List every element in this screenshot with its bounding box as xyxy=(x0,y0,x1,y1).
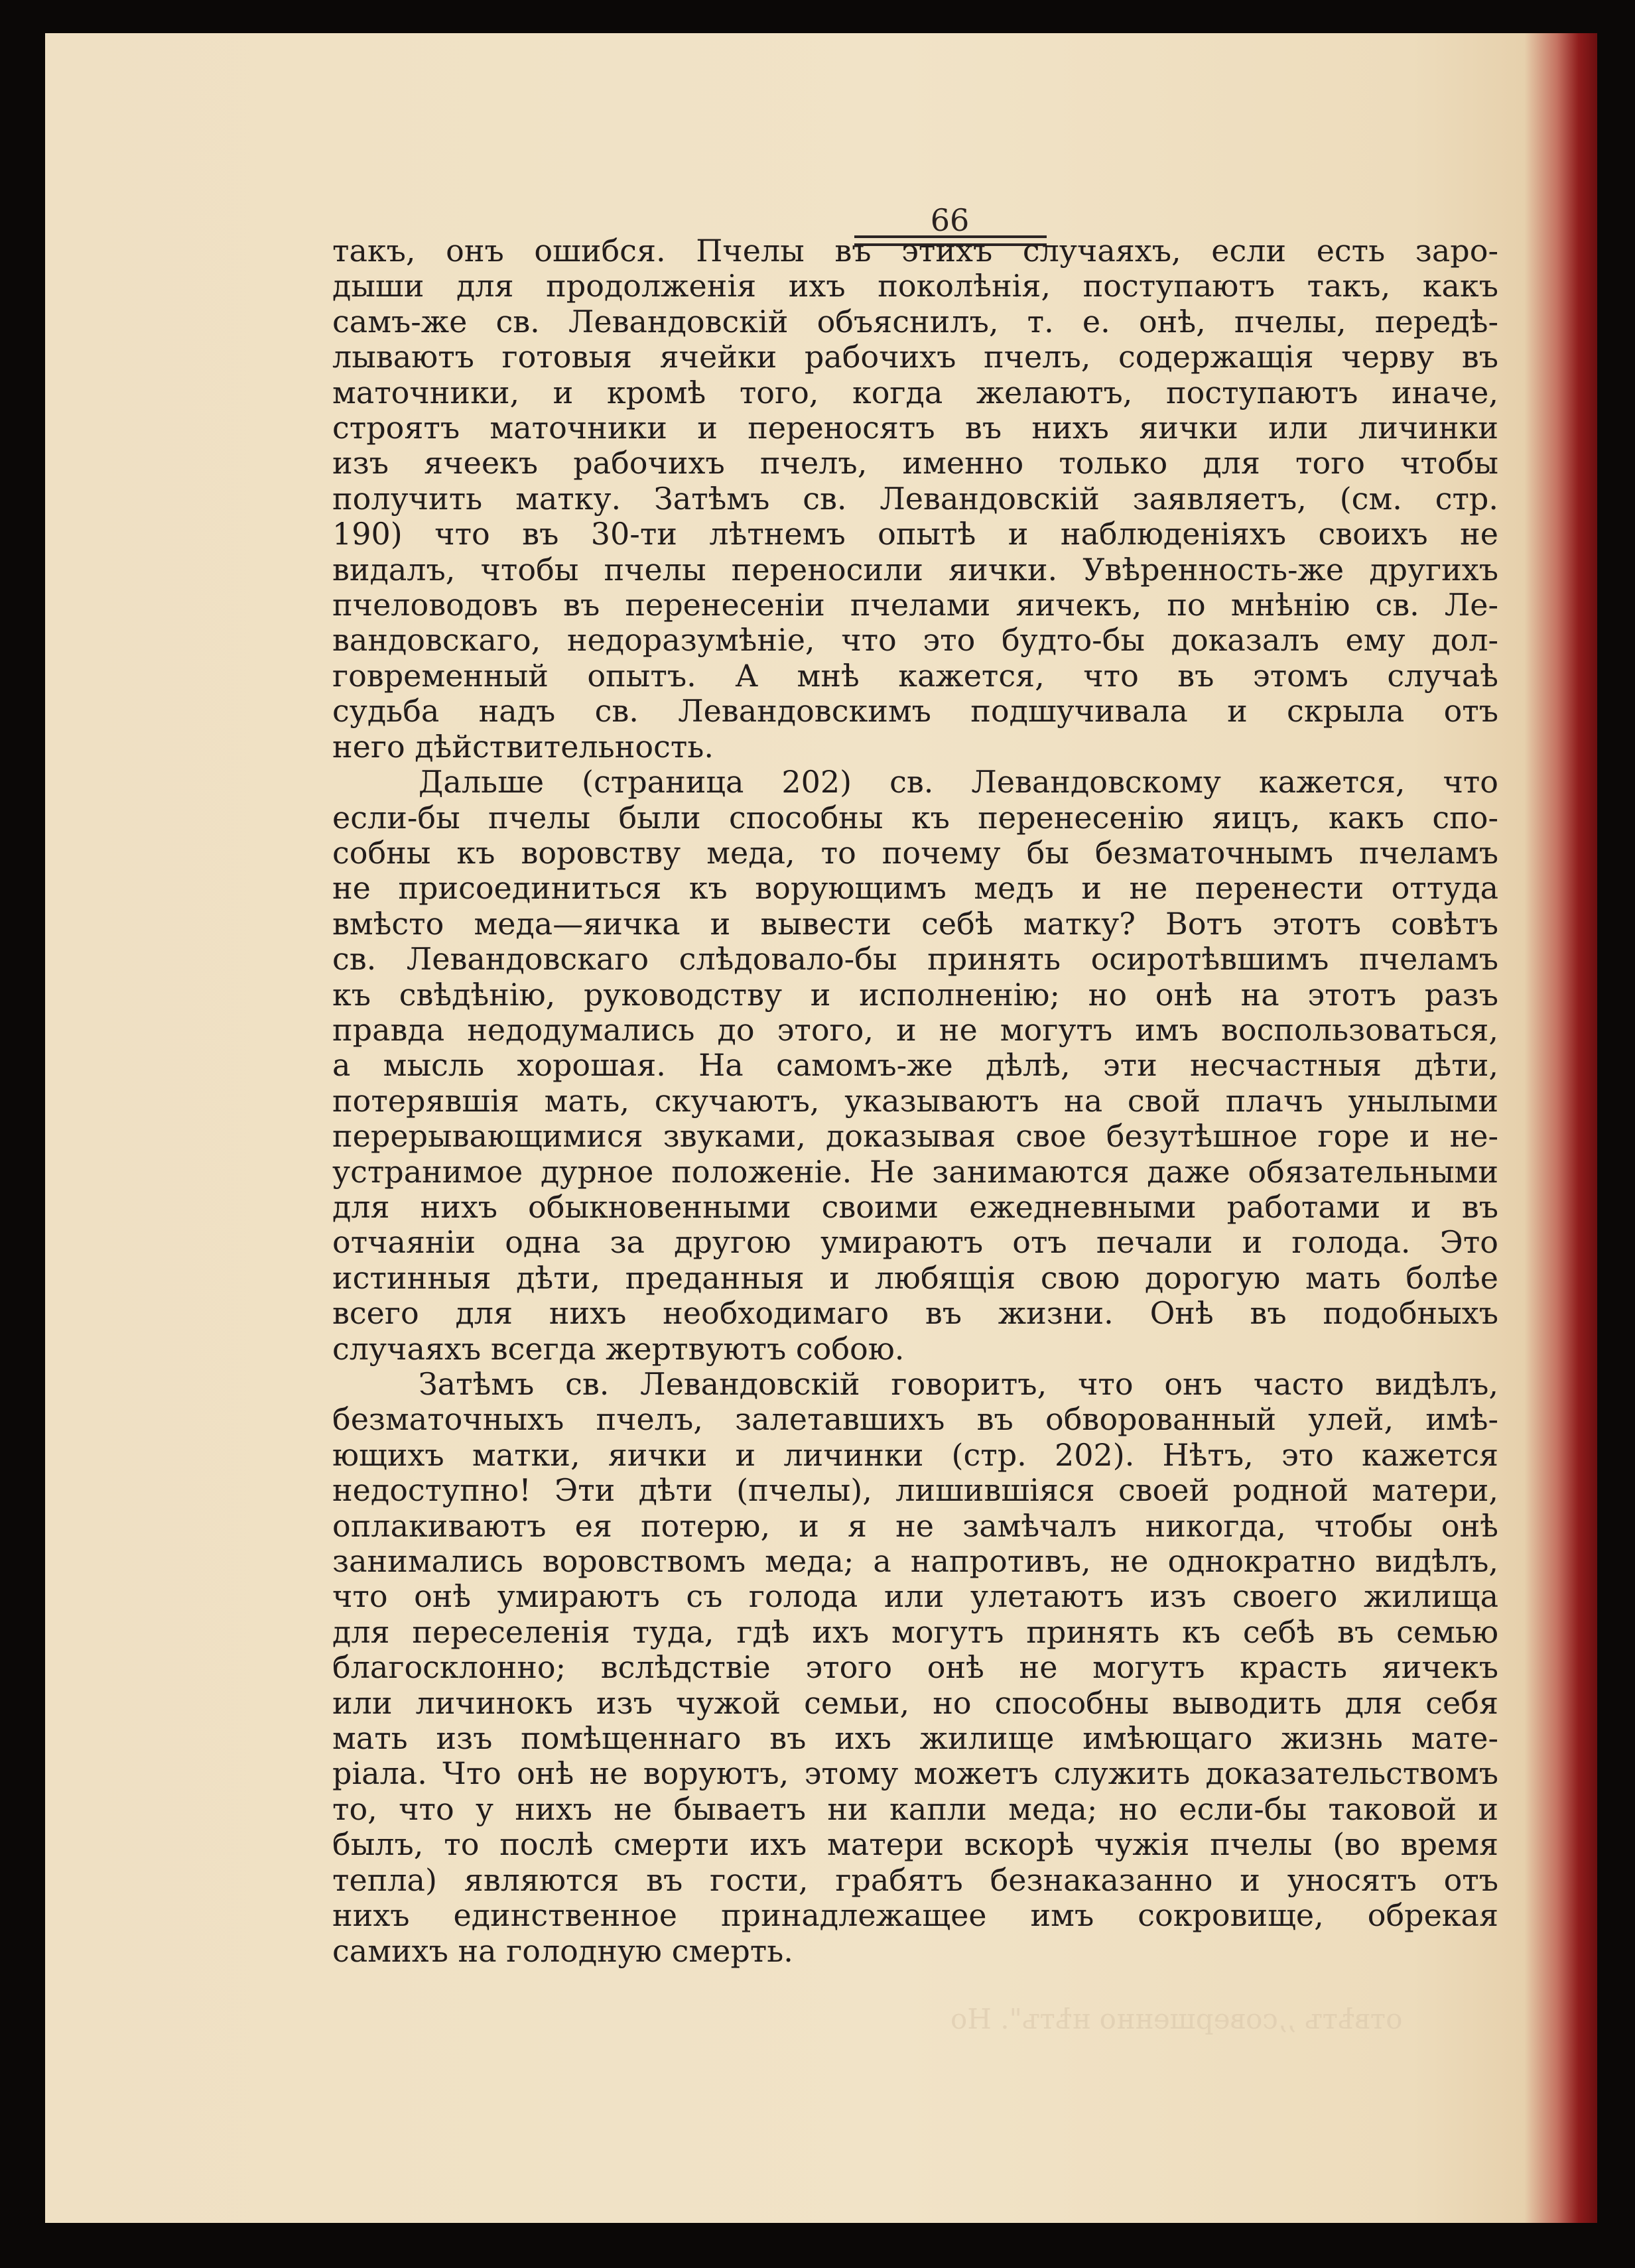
text-line: такъ, онъ ошибся. Пчелы въ этихъ случаяхъ, если есть заро- xyxy=(332,233,1498,269)
text-line: получить матку. Затѣмъ св. Левандовскій заявляетъ, (см. стр. xyxy=(332,481,1498,517)
text-line: устранимое дурное положеніе. Не занимаются даже обязательными xyxy=(332,1154,1498,1190)
text-line: отчаяніи одна за другою умираютъ отъ печали и голода. Это xyxy=(332,1225,1498,1261)
text-line: а мысль хорошая. На самомъ-же дѣлѣ, эти несчастныя дѣти, xyxy=(332,1048,1498,1084)
text-line: пчеловодовъ въ перенесеніи пчелами яичекъ, по мнѣнію св. Ле- xyxy=(332,588,1498,623)
text-line: самъ-же св. Левандовскій объяснилъ, т. е. онѣ, пчелы, передѣ- xyxy=(332,304,1498,340)
text-line: если-бы пчелы были способны къ перенесенію яицъ, какъ спо- xyxy=(332,800,1498,836)
text-line: говременный опытъ. А мнѣ кажется, что въ этомъ случаѣ xyxy=(332,658,1498,694)
text-line: что онѣ умираютъ съ голода или улетаютъ изъ своего жилища xyxy=(332,1579,1498,1615)
text-line: благосклонно; вслѣдствіе этого онѣ не могутъ красть яичекъ xyxy=(332,1650,1498,1686)
text-line: случаяхъ всегда жертвуютъ собою. xyxy=(332,1331,905,1367)
text-line: потерявшія мать, скучаютъ, указываютъ на свой плачъ унылыми xyxy=(332,1083,1498,1119)
body-text xyxy=(332,233,1498,1969)
text-line: изъ ячеекъ рабочихъ пчелъ, именно только для того чтобы xyxy=(332,446,1498,481)
text-line: перерывающимися звуками, доказывая свое безутѣшное горе и не- xyxy=(332,1119,1498,1155)
text-line: для переселенія туда, гдѣ ихъ могутъ принять къ себѣ въ семью xyxy=(332,1614,1498,1650)
text-line: самихъ на голодную смерть. xyxy=(332,1933,793,1969)
text-line: или личинокъ изъ чужой семьи, но способны выводить для себя xyxy=(332,1685,1498,1721)
text-line: занимались воровствомъ меда; а напротивъ, не однократно видѣлъ, xyxy=(332,1544,1498,1580)
text-line: вандовскаго, недоразумѣніе, что это будто-бы доказалъ ему дол- xyxy=(332,623,1498,659)
text-line: ющихъ матки, яички и личинки (стр. 202). Нѣтъ, это кажется xyxy=(332,1437,1498,1473)
text-line: видалъ, чтобы пчелы переносили яички. Увѣренность-же другихъ xyxy=(332,552,1498,588)
text-line: для нихъ обыкновенными своими ежедневными работами и въ xyxy=(332,1189,1498,1225)
show-through-text: отвѣтъ ,,совершенно нѣтъ". Но xyxy=(950,2003,1403,2035)
page-gutter-shadow xyxy=(1524,33,1597,2223)
text-line: 190) что въ 30-ти лѣтнемъ опытѣ и наблюденіяхъ своихъ не xyxy=(332,517,1498,552)
text-line: дыши для продолженія ихъ поколѣнія, поступаютъ такъ, какъ xyxy=(332,269,1498,304)
text-line: маточники, и кромѣ того, когда желаютъ, поступаютъ иначе, xyxy=(332,375,1498,410)
text-line: правда недодумались до этого, и не могутъ имъ воспользоваться, xyxy=(332,1012,1498,1048)
text-line: собны къ воровству меда, то почему бы безматочнымъ пчеламъ xyxy=(332,835,1498,871)
text-line: нихъ единственное принадлежащее имъ сокровище, обрекая xyxy=(332,1898,1498,1934)
text-line: то, что у нихъ не бываетъ ни капли меда; но если-бы таковой и xyxy=(332,1791,1498,1827)
text-line: Дальше (страница 202) св. Левандовскому кажется, что xyxy=(419,765,1498,800)
text-line: вмѣсто меда—яичка и вывести себѣ матку? Вотъ этотъ совѣтъ xyxy=(332,906,1498,942)
text-line: безматочныхъ пчелъ, залетавшихъ въ обворованный улей, имѣ- xyxy=(332,1402,1498,1438)
text-line: не присоединиться къ ворующимъ медъ и не перенести оттуда xyxy=(332,871,1498,907)
page-number: 66 xyxy=(930,202,970,238)
text-line: тепла) являются въ гости, грабятъ безнаказанно и уносятъ отъ xyxy=(332,1862,1498,1898)
text-line: судьба надъ св. Левандовскимъ подшучивала и скрыла отъ xyxy=(332,694,1498,729)
text-line: мать изъ помѣщеннаго въ ихъ жилище имѣющаго жизнь мате- xyxy=(332,1721,1498,1757)
text-line: всего для нихъ необходимаго въ жизни. Онѣ въ подобныхъ xyxy=(332,1296,1498,1332)
text-line: строятъ маточники и переносятъ въ нихъ яички или личинки xyxy=(332,410,1498,446)
text-line: былъ, то послѣ смерти ихъ матери вскорѣ чужія пчелы (во время xyxy=(332,1827,1498,1863)
text-line: недоступно! Эти дѣти (пчелы), лишившіяся своей родной матери, xyxy=(332,1473,1498,1509)
text-line: него дѣйствительность. xyxy=(332,729,714,765)
text-line: лываютъ готовыя ячейки рабочихъ пчелъ, содержащія черву въ xyxy=(332,340,1498,375)
text-line: Затѣмъ св. Левандовскій говоритъ, что онъ часто видѣлъ, xyxy=(419,1367,1498,1402)
text-line: къ свѣдѣнію, руководству и исполненію; но онѣ на этотъ разъ xyxy=(332,977,1498,1013)
text-line: св. Левандовскаго слѣдовало-бы принять осиротѣвшимъ пчеламъ xyxy=(332,942,1498,977)
text-line: оплакиваютъ ея потерю, и я не замѣчалъ никогда, чтобы онѣ xyxy=(332,1508,1498,1544)
text-line: ріала. Что онѣ не воруютъ, этому можетъ служить доказательствомъ xyxy=(332,1756,1498,1792)
text-line: истинныя дѣти, преданныя и любящія свою дорогую мать болѣе xyxy=(332,1260,1498,1296)
